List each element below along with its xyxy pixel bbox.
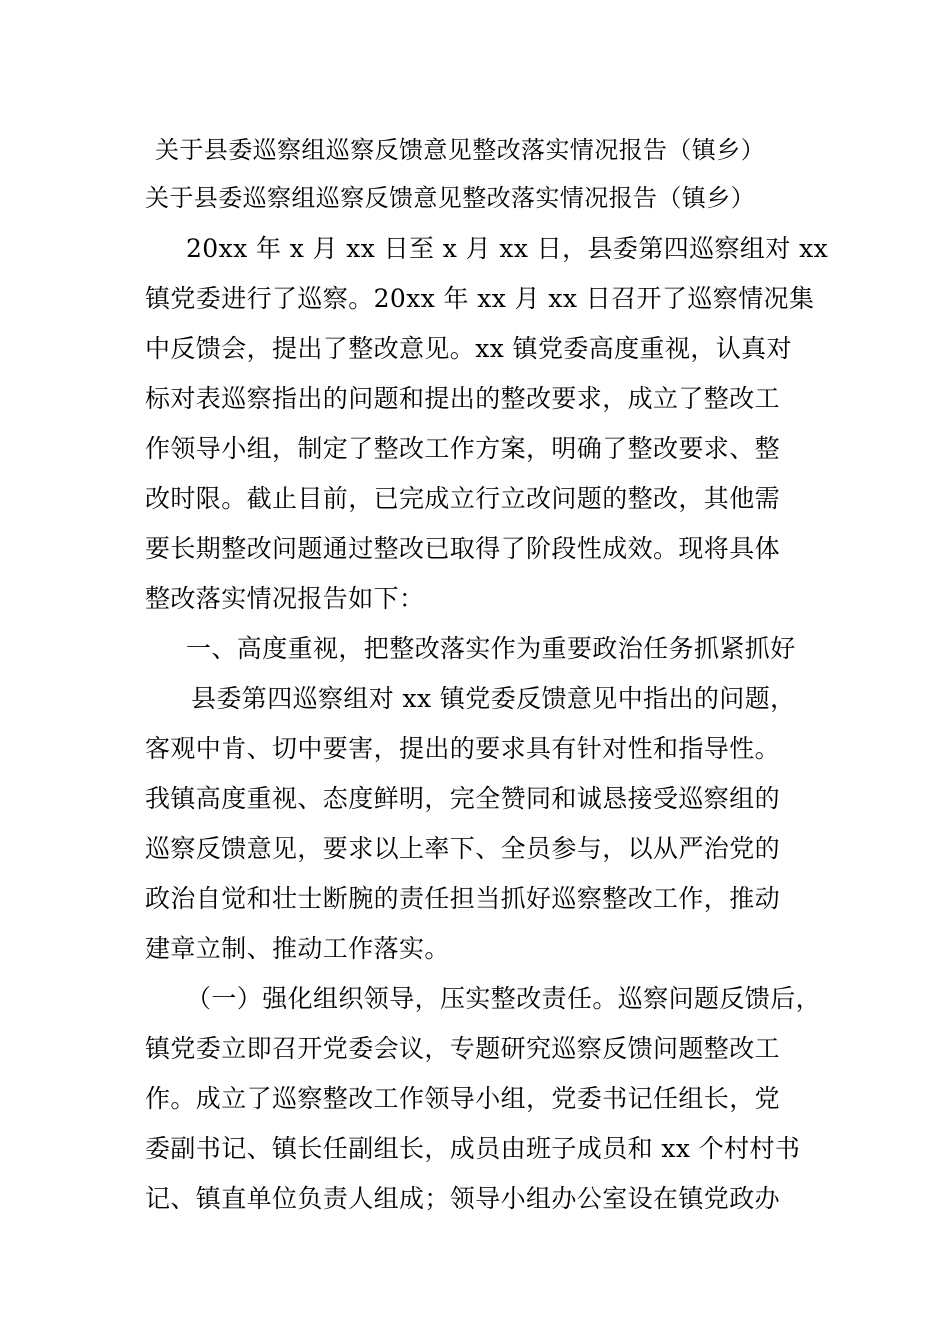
document-title-repeat: 关于县委巡察组巡察反馈意见整改落实情况报告（镇乡）: [145, 184, 755, 212]
paragraph-2-line: 县委第四巡察组对 xx 镇党委反馈意见中指出的问题，: [191, 684, 796, 713]
paragraph-2-line: 我镇高度重视、态度鲜明，完全赞同和诚恳接受巡察组的: [145, 784, 781, 813]
paragraph-1-line: 标对表巡察指出的问题和提出的整改要求，成立了整改工: [145, 384, 781, 413]
paragraph-3-line: （一）强化组织领导，压实整改责任。巡察问题反馈后，: [186, 984, 822, 1013]
paragraph-2-line: 建章立制、推动工作落实。: [145, 934, 450, 963]
paragraph-1-line: 中反馈会，提出了整改意见。xx 镇党委高度重视，认真对: [145, 334, 792, 363]
paragraph-3-line: 记、镇直单位负责人组成；领导小组办公室设在镇党政办: [145, 1184, 781, 1213]
paragraph-2-line: 巡察反馈意见，要求以上率下、全员参与，以从严治党的: [145, 834, 781, 863]
paragraph-1-line: 作领导小组，制定了整改工作方案，明确了整改要求、整: [145, 434, 781, 463]
section-heading-1: 一、高度重视，把整改落实作为重要政治任务抓紧抓好: [186, 634, 796, 663]
paragraph-3-line: 镇党委立即召开党委会议，专题研究巡察反馈问题整改工: [145, 1034, 781, 1063]
paragraph-2-line: 政治自觉和壮士断腕的责任担当抓好巡察整改工作，推动: [145, 884, 781, 913]
paragraph-3-line: 委副书记、镇长任副组长，成员由班子成员和 xx 个村村书: [145, 1134, 801, 1163]
document-title: 关于县委巡察组巡察反馈意见整改落实情况报告（镇乡）: [155, 136, 765, 164]
paragraph-1-line: 20xx 年 x 月 xx 日至 x 月 xx 日，县委第四巡察组对 xx: [186, 234, 829, 263]
paragraph-1-line: 要长期整改问题通过整改已取得了阶段性成效。现将具体: [145, 534, 781, 563]
paragraph-3-line: 作。成立了巡察整改工作领导小组，党委书记任组长，党: [145, 1084, 781, 1113]
paragraph-1-line: 整改落实情况报告如下：: [145, 584, 425, 613]
paragraph-1-line: 镇党委进行了巡察。20xx 年 xx 月 xx 日召开了巡察情况集: [145, 284, 815, 313]
paragraph-2-line: 客观中肯、切中要害，提出的要求具有针对性和指导性。: [145, 734, 781, 763]
paragraph-1-line: 改时限。截止目前，已完成立行立改问题的整改，其他需: [145, 484, 781, 513]
